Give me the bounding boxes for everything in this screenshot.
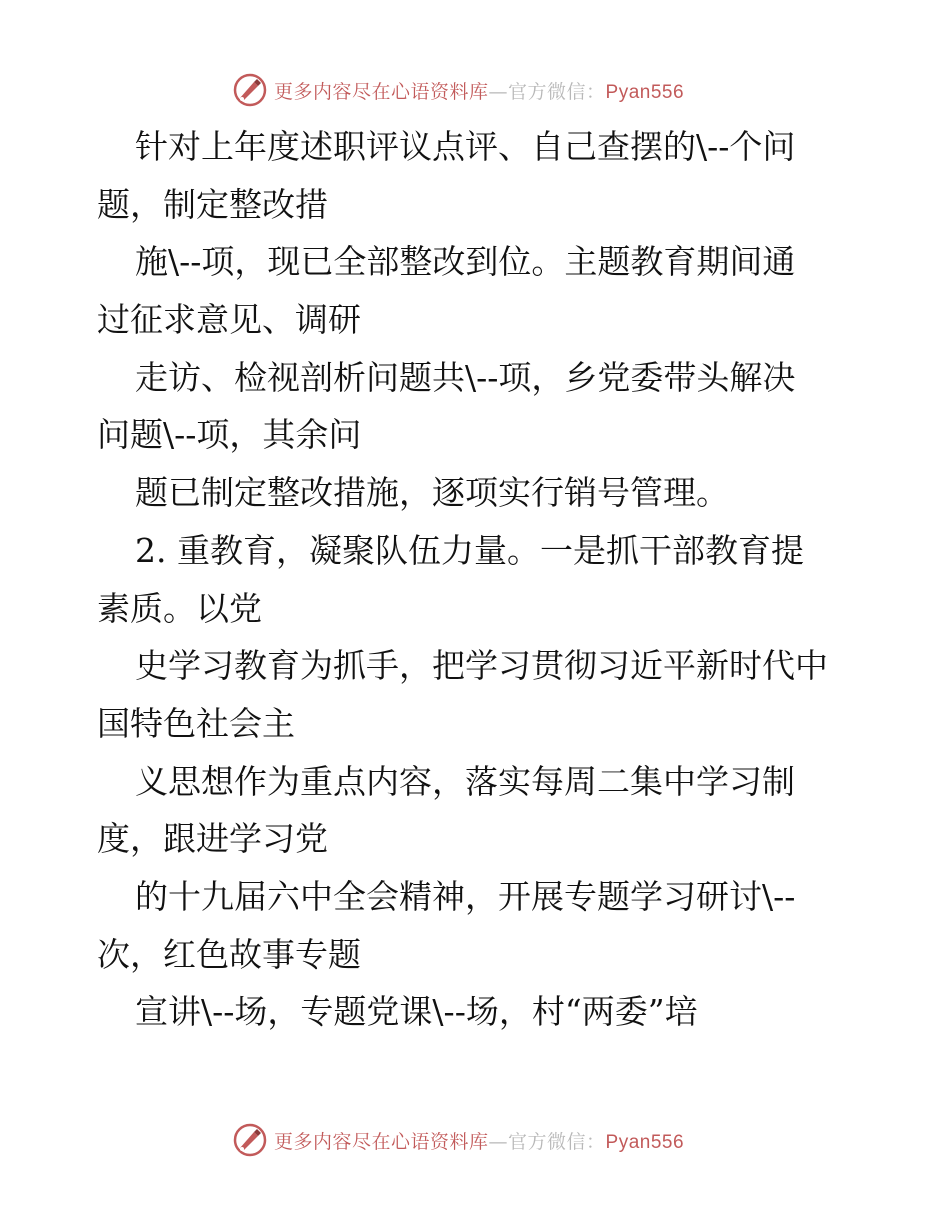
- footer-banner: [232, 1120, 684, 1160]
- text-line: 施\--项，现已全部整改到位。主题教育期间通: [135, 242, 796, 282]
- footer-wechat-id: Pyan556: [605, 1131, 685, 1153]
- text-line: 2. 重教育，凝聚队伍力量。一是抓干部教育提: [135, 530, 804, 570]
- footer-separator: —: [488, 1130, 509, 1153]
- footer-wechat-label: 官方微信：: [508, 1130, 606, 1153]
- text-line: 题已制定整改措施，逐项实行销号管理。: [135, 473, 729, 513]
- text-line: 题，制定整改措: [97, 184, 328, 224]
- footer-site-text: 更多内容尽在心语资料库: [274, 1130, 489, 1153]
- header-wechat-label: 官方微信：: [508, 80, 606, 103]
- text-line: 次，红色故事专题: [97, 934, 361, 974]
- text-line: 针对上年度述职评议点评、自己查摆的\--个问: [135, 127, 796, 166]
- header-separator: —: [488, 80, 509, 103]
- text-line: 的十九届六中全会精神，开展专题学习研讨\--: [135, 876, 796, 916]
- text-line: 国特色社会主: [97, 703, 295, 743]
- body-text: [97, 118, 857, 1041]
- text-line: 义思想作为重点内容，落实每周二集中学习制: [135, 761, 795, 801]
- pen-logo-icon: [232, 72, 268, 108]
- header-wechat-id: Pyan556: [605, 81, 685, 103]
- pen-logo-icon: [232, 1122, 268, 1158]
- text-line: 过征求意见、调研: [97, 300, 361, 340]
- text-line: 问题\--项，其余问: [97, 415, 362, 455]
- text-line: 宣讲\--场，专题党课\--场，村“两委”培: [135, 992, 698, 1032]
- header-banner: [232, 70, 684, 110]
- text-line: 素质。以党: [97, 588, 262, 628]
- text-line: 度，跟进学习党: [97, 819, 328, 859]
- header-site-text: 更多内容尽在心语资料库: [274, 80, 489, 103]
- text-line: 走访、检视剖析问题共\--项，乡党委带头解决: [135, 357, 796, 397]
- text-line: 史学习教育为抓手，把学习贯彻习近平新时代中: [135, 646, 828, 686]
